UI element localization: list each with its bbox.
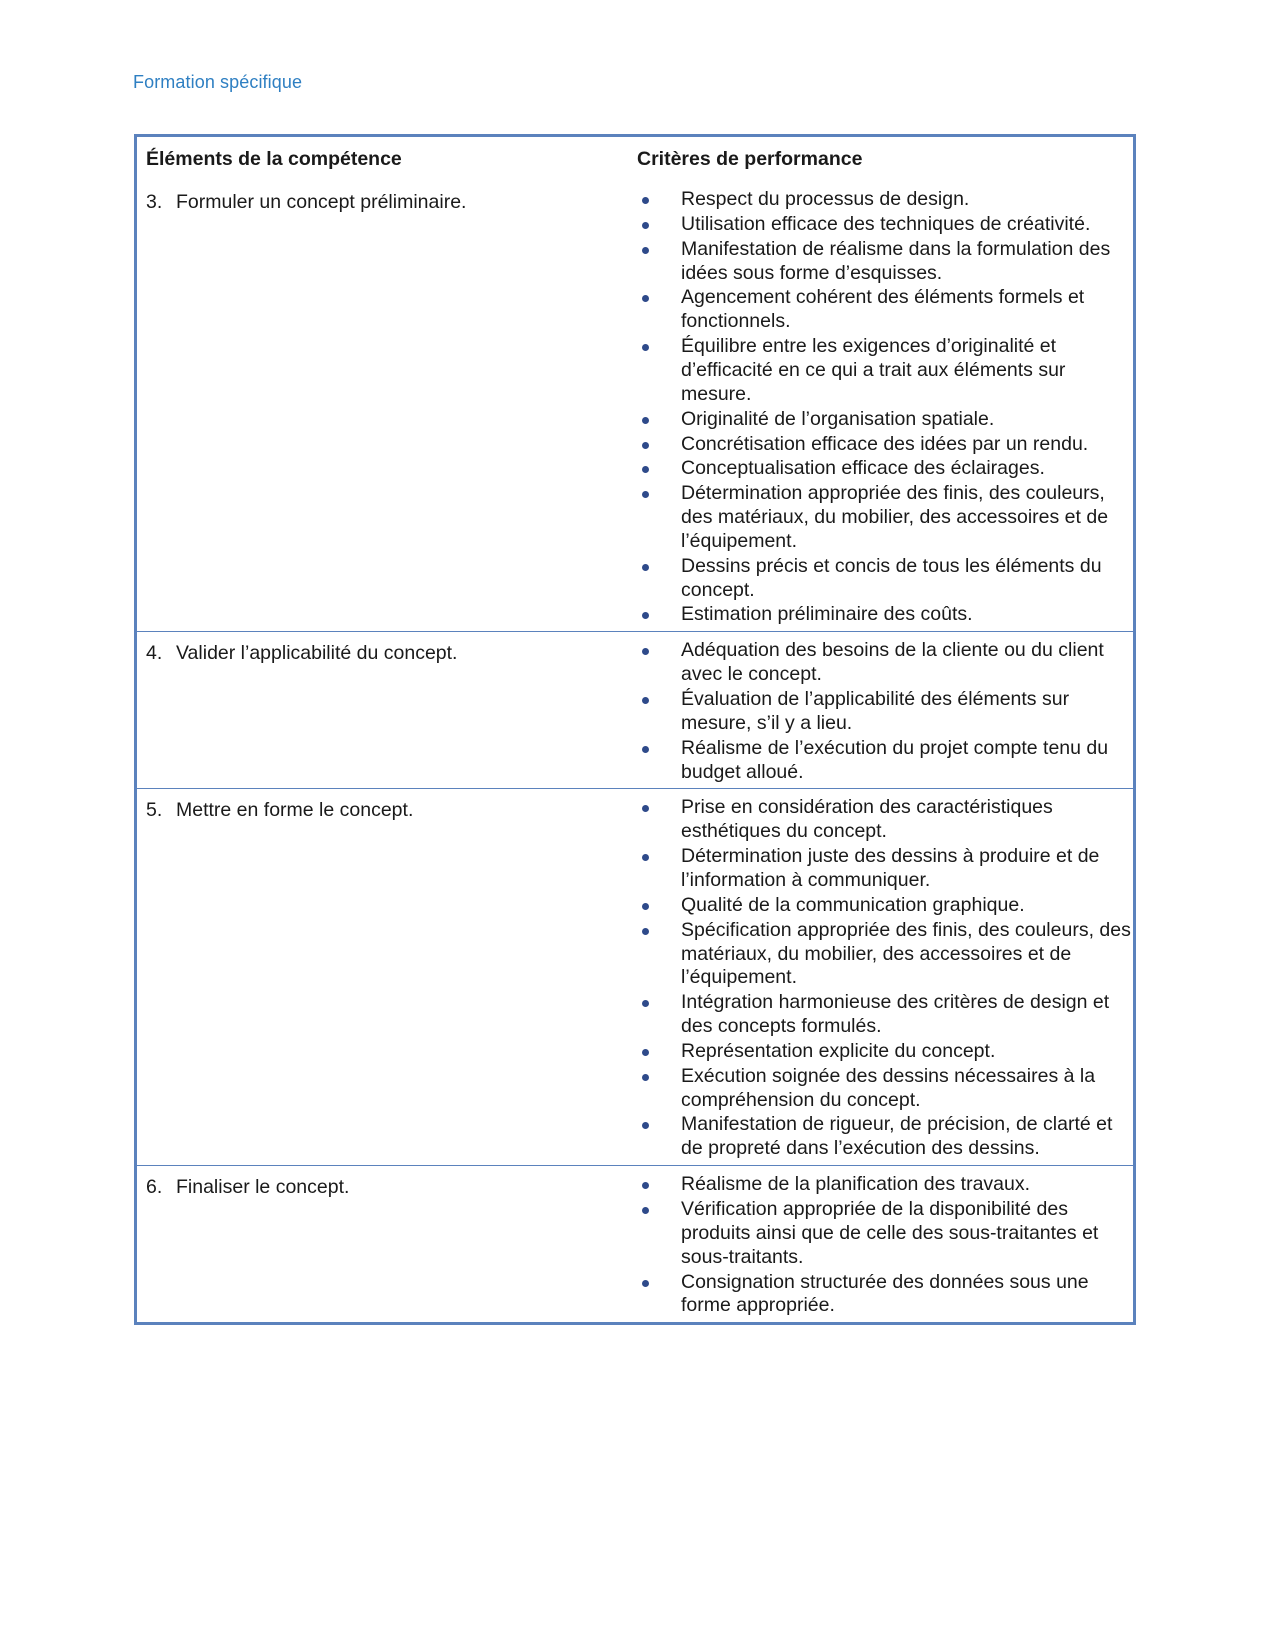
bullet-icon (642, 466, 649, 473)
criteria-cell (637, 181, 1133, 631)
criteria-item (637, 555, 1133, 603)
criteria-text: Exécution soignée des dessins nécessaires à la compréhension du concept. (681, 1064, 1096, 1111)
bullet-icon (642, 903, 649, 910)
criteria-cell (637, 1166, 1133, 1322)
bullet-icon (642, 928, 649, 935)
element-number: 3. (146, 191, 163, 213)
criteria-text: Détermination juste des dessins à produire et de l’information à communiquer. (681, 845, 1100, 891)
criteria-item (637, 845, 1133, 893)
bullet-icon (642, 746, 649, 753)
element-text: Valider l’applicabilité du concept. (176, 642, 458, 665)
section-header: Formation spécifique (133, 72, 303, 92)
bullet-icon (642, 854, 649, 861)
criteria-text: Évaluation de l’applicabilité des éléments sur mesure, s’il y a lieu. (681, 688, 1070, 734)
element-text: Finaliser le concept. (176, 1176, 350, 1199)
criteria-text: Manifestation de rigueur, de précision, de clarté et de propreté dans l’exécution des dessins. (681, 1113, 1113, 1160)
table-row (137, 788, 1133, 1165)
criteria-item (637, 335, 1133, 406)
criteria-text: Réalisme de l’exécution du projet compte tenu du budget alloué. (681, 736, 1109, 783)
competency-element (146, 632, 637, 665)
criteria-text: Manifestation de réalisme dans la formulation des idées sous forme d’esquisses. (681, 237, 1111, 284)
element-text: Formuler un concept préliminaire. (176, 191, 467, 213)
competency-element (146, 789, 637, 822)
criteria-item (637, 919, 1133, 990)
criteria-text: Vérification appropriée de la disponibilité des produits ainsi que de celle des sous-traitantes et sous-traitants. (681, 1198, 1099, 1268)
bullet-icon (642, 805, 649, 812)
element-cell (137, 632, 637, 788)
criteria-item (637, 688, 1133, 736)
element-cell (137, 1166, 637, 1322)
table-row (137, 631, 1133, 788)
criteria-item (637, 482, 1133, 553)
criteria-text: Originalité de l’organisation spatiale. (681, 407, 995, 430)
table-body (137, 181, 1133, 1322)
criteria-item (637, 433, 1133, 457)
criteria-text: Représentation explicite du concept. (681, 1039, 996, 1062)
criteria-item (637, 1173, 1133, 1197)
bullet-icon (642, 1207, 649, 1214)
criteria-text: Intégration harmonieuse des critères de design et des concepts formulés. (681, 991, 1110, 1037)
competency-table (134, 134, 1136, 1325)
criteria-text: Conceptualisation efficace des éclairages. (681, 457, 1045, 480)
bullet-icon (642, 1049, 649, 1056)
bullet-icon (642, 344, 649, 351)
bullet-icon (642, 612, 649, 619)
criteria-text: Équilibre entre les exigences d’originalité et d’efficacité en ce qui a trait aux éléments sur mesure. (681, 335, 1066, 405)
bullet-icon (642, 1000, 649, 1007)
criteria-text: Estimation préliminaire des coûts. (681, 603, 973, 626)
element-number: 4. (146, 642, 163, 665)
table-header-row (137, 137, 1133, 181)
bullet-icon (642, 197, 649, 204)
criteria-text: Consignation structurée des données sous une forme appropriée. (681, 1270, 1089, 1317)
bullet-icon (642, 648, 649, 655)
criteria-list (637, 181, 1133, 631)
criteria-item (637, 1198, 1133, 1269)
criteria-list (637, 1166, 1133, 1322)
criteria-item (637, 991, 1133, 1039)
criteria-cell (637, 632, 1133, 788)
criteria-item (637, 1271, 1133, 1319)
bullet-icon (642, 247, 649, 254)
column-header-elements: Éléments de la compétence (146, 148, 402, 170)
bullet-icon (642, 442, 649, 449)
criteria-cell (637, 789, 1133, 1165)
criteria-text: Réalisme de la planification des travaux. (681, 1173, 1031, 1196)
competency-element (146, 1166, 637, 1199)
table-row (137, 181, 1133, 631)
bullet-icon (642, 1182, 649, 1189)
bullet-icon (642, 1280, 649, 1287)
criteria-item (637, 1113, 1133, 1161)
criteria-item (637, 457, 1133, 481)
criteria-text: Prise en considération des caractéristiques esthétiques du concept. (681, 796, 1053, 843)
bullet-icon (642, 222, 649, 229)
criteria-text: Respect du processus de design. (681, 188, 970, 210)
criteria-text: Dessins précis et concis de tous les éléments du concept. (681, 554, 1102, 601)
criteria-item (637, 639, 1133, 687)
criteria-item (637, 1040, 1133, 1064)
criteria-item (637, 286, 1133, 334)
table-row (137, 1165, 1133, 1322)
criteria-text: Qualité de la communication graphique. (681, 893, 1025, 916)
bullet-icon (642, 295, 649, 302)
criteria-item (637, 796, 1133, 844)
criteria-item (637, 238, 1133, 286)
criteria-item (637, 408, 1133, 432)
element-text: Mettre en forme le concept. (176, 799, 414, 822)
criteria-list (637, 789, 1133, 1165)
criteria-text: Adéquation des besoins de la cliente ou du client avec le concept. (681, 639, 1104, 686)
criteria-item (637, 603, 1133, 627)
column-header-criteria: Critères de performance (637, 148, 863, 170)
element-cell (137, 789, 637, 1165)
criteria-text: Spécification appropriée des finis, des couleurs, des matériaux, du mobilier, des accessoires et de l’équipement. (681, 918, 1131, 989)
bullet-icon (642, 417, 649, 424)
criteria-item (637, 188, 1133, 212)
criteria-item (637, 894, 1133, 918)
criteria-item (637, 737, 1133, 785)
competency-element (146, 181, 637, 214)
element-number: 6. (146, 1176, 163, 1199)
bullet-icon (642, 697, 649, 704)
criteria-text: Détermination appropriée des finis, des couleurs, des matériaux, du mobilier, des accessoires et de l’équipement. (681, 482, 1109, 552)
criteria-list (637, 632, 1133, 788)
bullet-icon (642, 491, 649, 498)
bullet-icon (642, 564, 649, 571)
criteria-text: Utilisation efficace des techniques de créativité. (681, 212, 1091, 235)
element-number: 5. (146, 799, 163, 822)
element-cell (137, 181, 637, 631)
criteria-text: Concrétisation efficace des idées par un rendu. (681, 432, 1089, 455)
bullet-icon (642, 1074, 649, 1081)
bullet-icon (642, 1122, 649, 1129)
criteria-text: Agencement cohérent des éléments formels et fonctionnels. (681, 286, 1085, 333)
criteria-item (637, 213, 1133, 237)
criteria-item (637, 1065, 1133, 1113)
